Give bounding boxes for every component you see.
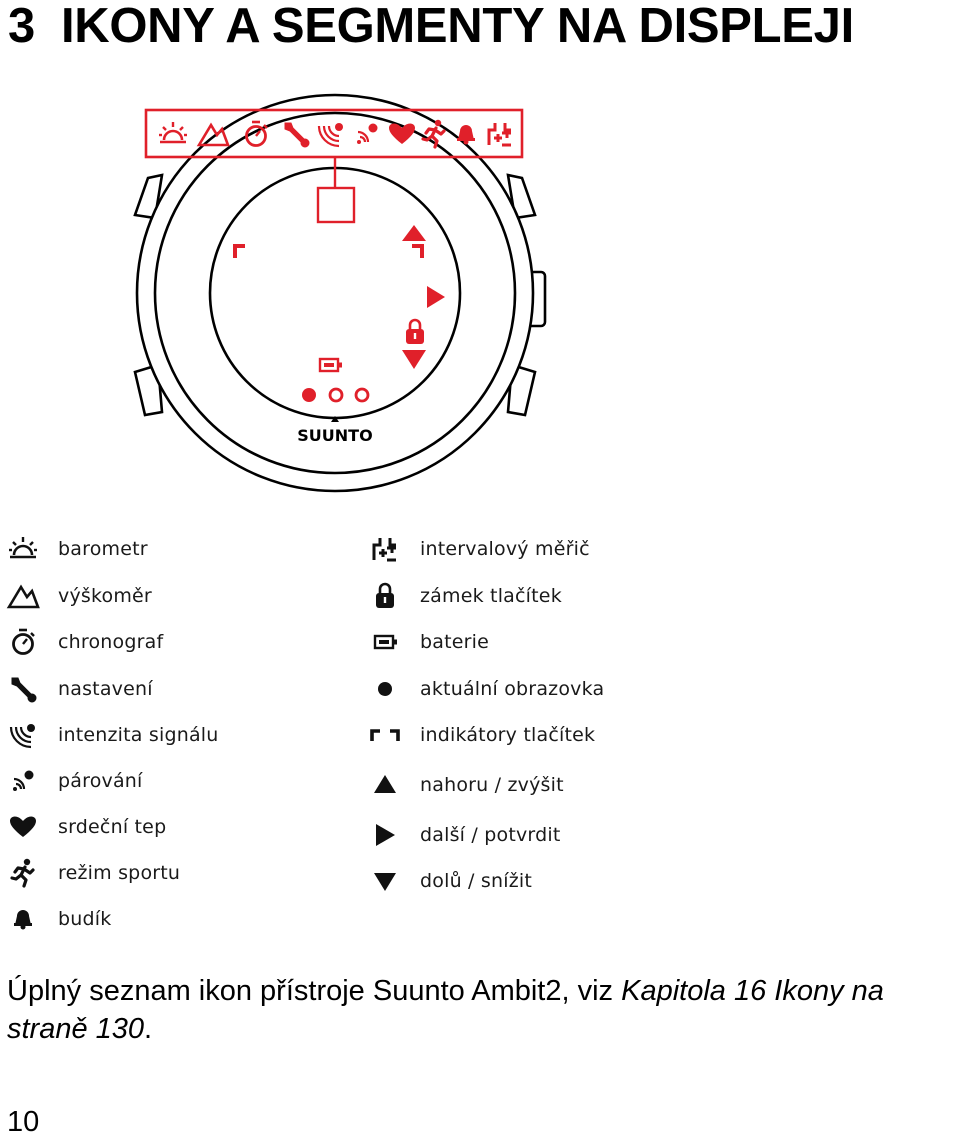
up-arrow-icon <box>368 770 402 800</box>
legend-label: další / potvrdit <box>420 824 561 846</box>
legend-item <box>368 581 562 611</box>
legend-item <box>6 766 143 796</box>
legend-item <box>368 627 489 657</box>
legend-item <box>6 812 166 842</box>
legend-item <box>6 581 152 611</box>
legend-label: intervalový měřič <box>420 538 590 560</box>
caption-text: Úplný seznam ikon přístroje Suunto Ambit2, viz <box>7 975 622 1007</box>
legend-item <box>368 720 595 750</box>
caption-end: . <box>144 1013 153 1045</box>
lock-icon <box>368 581 402 611</box>
bell-icon <box>6 904 40 934</box>
brand-logo: SUUNTO <box>297 426 373 445</box>
current-screen-dot-icon <box>302 388 316 402</box>
legend-item <box>368 674 604 704</box>
interval-timer-icon <box>368 534 402 564</box>
chronograph-icon <box>6 627 40 657</box>
barometer-icon <box>6 534 40 564</box>
legend-label: režim sportu <box>58 862 181 884</box>
legend-item <box>368 534 590 564</box>
barometer-icon <box>159 122 187 142</box>
interval-timer-icon <box>489 123 511 145</box>
legend-label: nahoru / zvýšit <box>420 774 564 796</box>
legend-label: dolů / snížit <box>420 870 533 892</box>
legend-label: baterie <box>420 631 490 653</box>
chapter-number: 3 <box>8 0 35 53</box>
legend-item <box>368 820 561 850</box>
legend-label: budík <box>58 908 112 930</box>
legend-item <box>6 858 180 888</box>
legend-label: aktuální obrazovka <box>420 678 605 700</box>
legend-label: nastavení <box>58 678 153 700</box>
caption <box>7 972 927 1048</box>
legend-label: barometr <box>58 538 148 560</box>
altimeter-icon <box>6 581 40 611</box>
legend-label: intenzita signálu <box>58 724 219 746</box>
down-arrow-icon <box>368 866 402 896</box>
legend-item <box>368 770 564 800</box>
legend-label: srdeční tep <box>58 816 167 838</box>
legend-item <box>6 904 111 934</box>
legend-label: zámek tlačítek <box>420 585 562 607</box>
chapter-title: IKONY A SEGMENTY NA DISPLEJI <box>60 0 854 53</box>
pairing-icon <box>6 766 40 796</box>
chapter-link[interactable]: Kapitola 16 Ikony na straně 130 <box>7 975 884 1045</box>
legend-label: indikátory tlačítek <box>420 724 596 746</box>
dot-icon <box>368 674 402 704</box>
button-indicator-icon <box>368 720 402 750</box>
legend-item <box>6 627 163 657</box>
battery-icon <box>368 627 402 657</box>
watch-diagram <box>0 85 680 505</box>
legend-item <box>368 866 532 896</box>
next-arrow-icon <box>368 820 402 850</box>
legend-label: chronograf <box>58 631 164 653</box>
legend-label: párování <box>58 770 143 792</box>
runner-icon <box>6 858 40 888</box>
signal-icon <box>6 720 40 750</box>
legend-item <box>6 674 153 704</box>
wrench-icon <box>6 674 40 704</box>
chapter-heading <box>8 0 854 54</box>
heart-icon <box>6 812 40 842</box>
legend-item <box>6 534 148 564</box>
page-number: 10 <box>7 1106 40 1138</box>
legend-label: výškoměr <box>58 585 152 607</box>
legend-item <box>6 720 219 750</box>
